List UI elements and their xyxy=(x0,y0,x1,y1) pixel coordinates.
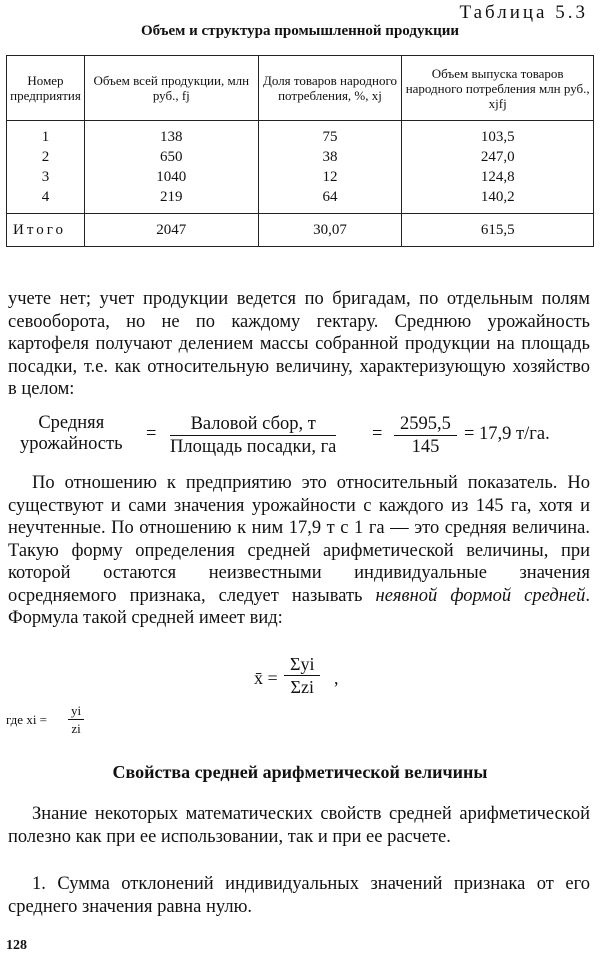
paragraph-text: По отношению к предприятию это относительный показатель. Но существуют и сами значения урожайности с каждого из 145 га, хотя и неучтенные. По отношению к ним 17,9 т с 1 га — это средняя величина. Такую форму определения средней арифметической величины, при которой остаются неизвестными индивидуальные значения осредняемого признака, следует называть xyxy=(8,473,590,606)
section-heading: Свойства средней арифметической величины xyxy=(112,762,488,782)
cell-share: 12 xyxy=(258,167,402,187)
fraction-sum-ratio xyxy=(284,653,320,698)
table-total-row xyxy=(7,214,594,247)
fraction-denominator: 145 xyxy=(411,437,440,457)
paragraph-text: . Формула такой средней имеет вид: xyxy=(8,585,590,628)
cell-number: 1 xyxy=(7,121,85,148)
paragraph-properties-intro xyxy=(8,803,590,848)
cell-share: 64 xyxy=(258,187,402,214)
formula-result: = 17,9 т/га. xyxy=(464,424,550,444)
cell-consumer-output: 103,5 xyxy=(402,121,594,148)
total-output: 2047 xyxy=(84,214,258,247)
cell-number: 3 xyxy=(7,167,85,187)
formula-lhs xyxy=(20,413,123,455)
cell-number: 4 xyxy=(7,187,85,214)
total-label: Итого xyxy=(7,214,85,247)
fraction-numerator: 2595,5 xyxy=(394,413,457,436)
fraction-numeric xyxy=(394,413,457,458)
fraction-numerator: Валовой сбор, т xyxy=(170,413,336,436)
header-enterprise-number: Номер предприятия xyxy=(7,56,85,121)
fraction-denominator: zi xyxy=(71,721,81,736)
formula-lhs: x̄ = xyxy=(254,668,278,688)
table-label: Таблица 5.3 xyxy=(459,2,588,23)
paragraph-text: Знание некоторых математических свойств средней арифметической полезно как при ее использовании, так и при ее расчете. xyxy=(8,804,590,847)
cell-total-output: 138 xyxy=(84,121,258,148)
cell-consumer-output: 140,2 xyxy=(402,187,594,214)
formula-average-yield xyxy=(20,413,580,463)
paragraph-yield-intro xyxy=(8,288,590,401)
total-consumer-output: 615,5 xyxy=(402,214,594,247)
data-table xyxy=(6,55,594,247)
paragraph-property-1 xyxy=(8,873,590,918)
cell-number: 2 xyxy=(7,147,85,167)
total-share: 30,07 xyxy=(258,214,402,247)
where-prefix: где xi = xyxy=(6,712,48,727)
emphasis-term: неявной формой средней xyxy=(375,585,586,606)
table-row xyxy=(7,187,594,214)
cell-total-output: 219 xyxy=(84,187,258,214)
header-total-output: Объем всей продукции, млн руб., fj xyxy=(84,56,258,121)
paragraph-text: учете нет; учет продукции ведется по бригадам, по отдельным полям севооборота, но не по каждому гектару. Среднюю урожайность картофеля получают делением массы собранной продукции на площадь посадки, т.е. как относительную величину, характеризующую хозяйство в целом: xyxy=(8,289,590,399)
cell-total-output: 1040 xyxy=(84,167,258,187)
equals-sign: = xyxy=(372,424,383,444)
cell-share: 75 xyxy=(258,121,402,148)
table-header-row xyxy=(7,56,594,121)
paragraph-implicit-mean xyxy=(8,472,590,630)
paragraph-text: 1. Сумма отклонений индивидуальных значений признака от его среднего значения равна нулю. xyxy=(8,874,590,917)
formula-lhs-line2: урожайность xyxy=(20,434,123,454)
table-row xyxy=(7,121,594,148)
cell-consumer-output: 124,8 xyxy=(402,167,594,187)
cell-share: 38 xyxy=(258,147,402,167)
header-consumer-goods-output: Объем выпуска товаров народного потребления млн руб., xjfj xyxy=(402,56,594,121)
table-row xyxy=(7,167,594,187)
formula-comma: , xyxy=(334,668,339,688)
formula-lhs-line1: Средняя xyxy=(38,413,105,433)
cell-total-output: 650 xyxy=(84,147,258,167)
table-title: Объем и структура промышленной продукции xyxy=(140,23,460,39)
fraction-denominator: Σzi xyxy=(290,677,314,697)
fraction-numerator: Σyi xyxy=(284,653,320,676)
fraction-yi-over-zi xyxy=(68,702,84,737)
fraction-gross-yield-per-area xyxy=(170,413,336,458)
header-consumer-goods-share: Доля товаров народного потребления, %, xj xyxy=(258,56,402,121)
page-number: 128 xyxy=(6,938,27,953)
fraction-numerator: yi xyxy=(68,702,84,720)
table-row xyxy=(7,147,594,167)
cell-consumer-output: 247,0 xyxy=(402,147,594,167)
equals-sign: = xyxy=(146,424,157,444)
fraction-denominator: Площадь посадки, га xyxy=(170,437,337,457)
